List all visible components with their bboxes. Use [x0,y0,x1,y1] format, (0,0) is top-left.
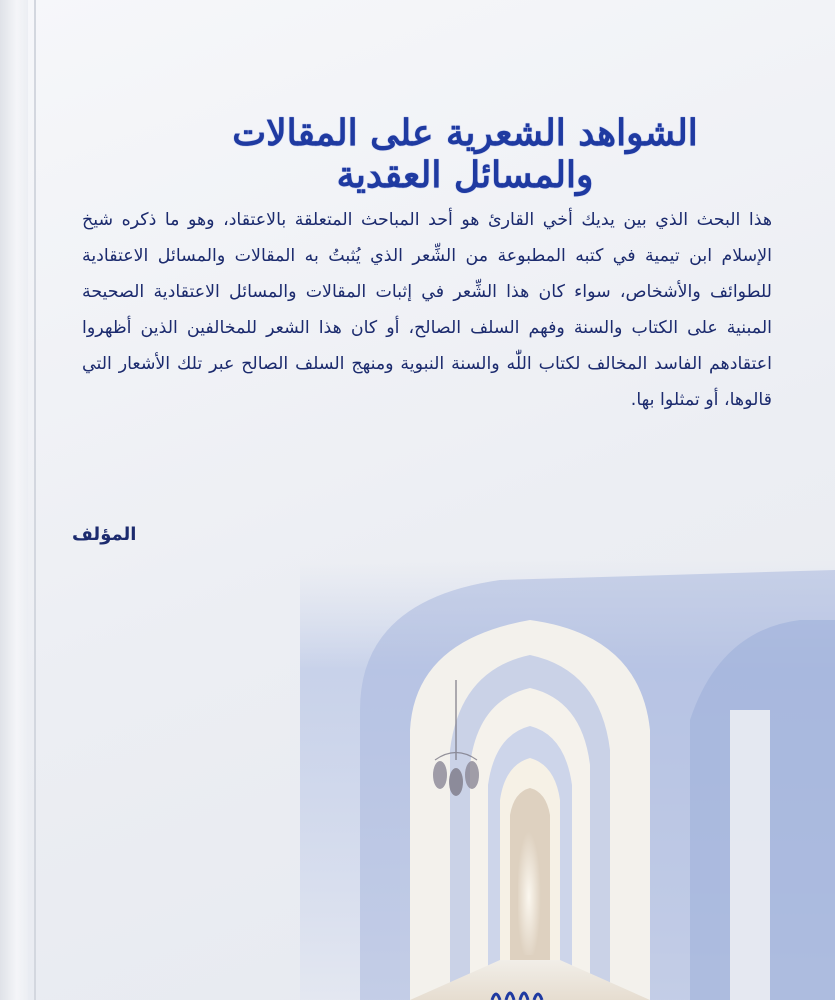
spine-edge [0,0,28,1000]
back-cover-blurb: هذا البحث الذي بين يديك أخي القارئ هو أحد المباحث المتعلقة بالاعتقاد، وهو ما ذكره شيخ الإسلام ابن تيمية في كتبه المطبوعة من الشِّعر الذي يُثبتُ به المقالات والمسائل الاعتقادية للطوائف والأشخاص، سواء كان هذا الشِّعر في إثبات المقالات والمسائل الاعتقادية الصحيحة المبنية على الكتاب والسنة وفهم السلف الصالح، أو كان هذا الشعر للمخالفين الذين أظهروا اعتقادهم الفاسد المخالف لكتاب اللّٰه والسنة النبوية ومنهج السلف الصالح عبر تلك الأشعار التي قالوها، أو تمثلوا بها. [82,210,772,410]
book-title: الشواهد الشعرية على المقالات والمسائل العقدية [232,112,698,196]
author-label: المؤلف [72,524,137,545]
watercolor-arches-illustration [300,560,835,1000]
spine-crease [34,0,36,1000]
publisher-logo-icon [486,982,546,1000]
